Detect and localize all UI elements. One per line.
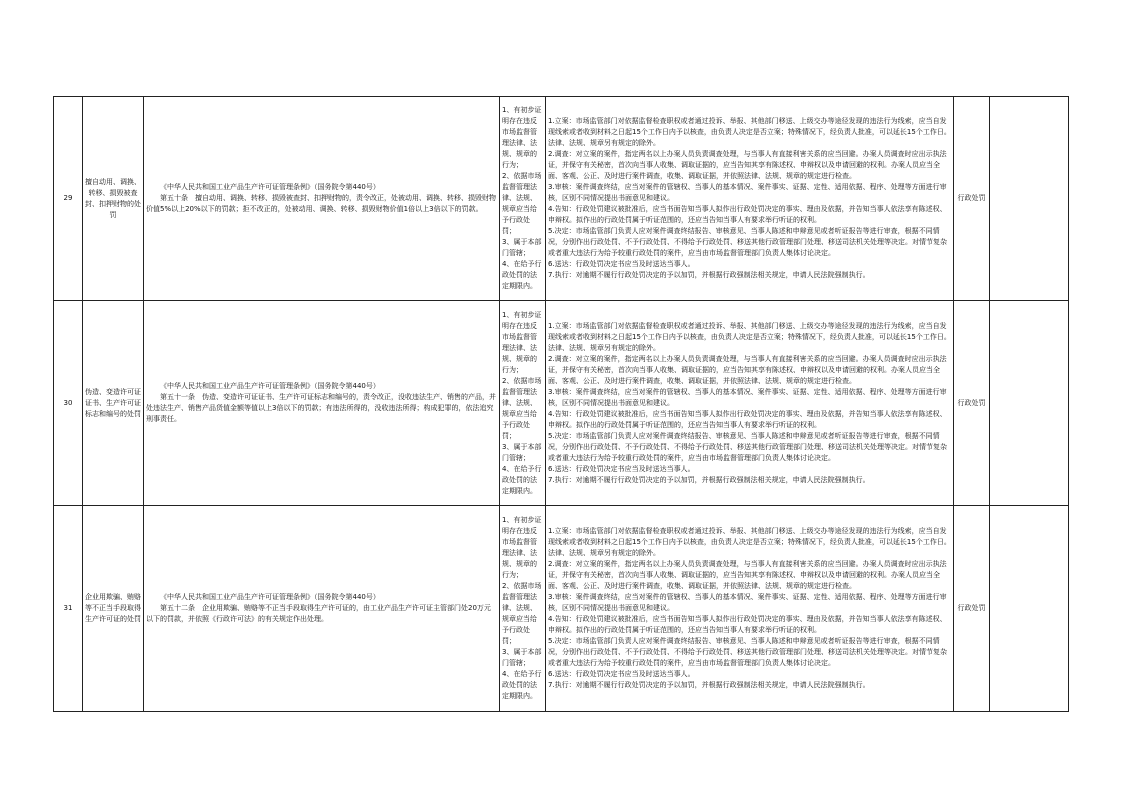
item-name: 擅自动用、调换、转移、损毁被查封、扣押财物的处罚	[83, 97, 144, 301]
responsibility-item: 4、在给予行政处罚的法定期限内。	[502, 464, 542, 495]
responsibility-item: 2、依据市场监督管理法律、法规、规章应当给予行政处罚；	[502, 582, 542, 645]
basis-body: 第五十条 擅自动用、调换、转移、损毁被查封、扣押财物的，责令改正，处被动用、调换、转移、损毁财物价值5%以上20%以下的罚款；拒不改正的，处被动用、调换、转移、损毁财物价值1倍以上3倍以下的罚款。	[146, 194, 496, 213]
procedure-step: 7.执行：对逾期不履行行政处罚决定的予以加罚，并根据行政强制法相关规定，申请人民法院强制执行。	[548, 271, 870, 279]
procedure-step: 4.告知：行政处罚建议被批准后，应当书面告知当事人拟作出行政处罚决定的事实、理由及依据，并告知当事人依法享有陈述权、申辩权。拟作出的行政处罚属于听证范围的，还应当告知当事人有要求举行听证的权利。	[548, 409, 947, 429]
procedure-step: 7.执行：对逾期不履行行政处罚决定的予以加罚，并根据行政强制法相关规定，申请人民法院强制执行。	[548, 681, 870, 689]
responsibility-item: 2、依据市场监督管理法律、法规、规章应当给予行政处罚；	[502, 376, 542, 440]
responsibility-cell	[500, 97, 546, 301]
procedure-step: 1.立案：市场监管部门对依据监督检查职权或者通过投诉、举报、其他部门移送、上级交办等途径发现的违法行为线索，应当自发现线索或者收到材料之日起15个工作日内予以核查，由负责人决定是否立案；特殊情况下，经负责人批准，可以延长15个工作日。法律、法规、规章另有规定的除外。	[548, 117, 951, 147]
responsibility-cell	[500, 506, 546, 712]
responsibility-cell	[500, 301, 546, 506]
responsibility-item: 3、属于本部门管辖；	[502, 648, 542, 667]
procedure-step: 5.决定：市场监管部门负责人应对案件调查终结报告、审核意见、当事人陈述和申辩意见或者听证报告等进行审查，根据不同情况，分别作出行政处罚、不予行政处罚、不得给予行政处罚、移送其他行政管理部门处理、移送司法机关处理等决定。对情节复杂或者重大违法行为给予较重行政处罚的案件，应当由市场监督管理部门负责人集体讨论决定。	[548, 637, 947, 667]
power-list-table	[53, 96, 1069, 712]
procedure-step: 3.审核：案件调查终结，应当对案件的管辖权、当事人的基本情况、案件事实、证据、定性、适用依据、程序、处理等方面进行审核，区别不同情况提出书面意见和建议。	[548, 183, 947, 202]
responsibility-item: 4、在给予行政处罚的法定期限内。	[502, 670, 542, 700]
row-number: 30	[54, 301, 83, 506]
procedure-step: 6.送达：行政处罚决定书应当及时送达当事人。	[548, 464, 695, 473]
table-row	[54, 97, 1069, 301]
legal-basis	[144, 97, 500, 301]
procedure-step: 4.告知：行政处罚建议被批准后，应当书面告知当事人拟作出行政处罚决定的事实、理由及依据，并告知当事人依法享有陈述权、申辩权。拟作出的行政处罚属于听证范围的，还应当告知当事人有要求举行听证的权利。	[548, 205, 947, 224]
procedure-step: 7.执行：对逾期不履行行政处罚决定的予以加罚，并根据行政强制法相关规定，申请人民法院强制执行。	[548, 475, 870, 484]
item-name: 企业用欺骗、贿赂等不正当手段取得生产许可证的处罚	[83, 506, 144, 712]
procedure-step: 3.审核：案件调查终结，应当对案件的管辖权、当事人的基本情况、案件事实、证据、定性、适用依据、程序、处理等方面进行审核，区别不同情况提出书面意见和建议。	[548, 387, 947, 407]
legal-basis	[144, 506, 500, 712]
basis-title: 《中华人民共和国工业产品生产许可证管理条例》（国务院令第440号）	[160, 382, 380, 390]
table-row	[54, 301, 1069, 506]
responsibility-item: 1、有初步证明存在违反市场监督管理法律、法规、规章的行为；	[502, 516, 542, 579]
item-type: 行政处罚	[954, 506, 990, 712]
blank-cell	[990, 506, 1069, 712]
procedure-step: 5.决定：市场监管部门负责人应对案件调查终结报告、审核意见、当事人陈述和申辩意见或者听证报告等进行审查，根据不同情况，分别作出行政处罚、不予行政处罚、不得给予行政处罚、移送其他行政管理部门处理、移送司法机关处理等决定。对情节复杂或者重大违法行为给予较重行政处罚的案件，应当由市场监督管理部门负责人集体讨论决定。	[548, 431, 947, 462]
responsibility-item: 3、属于本部门管辖；	[502, 442, 542, 462]
procedure-cell	[546, 301, 954, 506]
table-row	[54, 506, 1069, 712]
basis-title: 《中华人民共和国工业产品生产许可证管理条例》（国务院令第440号）	[160, 183, 380, 191]
procedure-cell	[546, 506, 954, 712]
responsibility-item: 2、依据市场监督管理法律、法规、规章应当给予行政处罚；	[502, 172, 542, 235]
row-number: 29	[54, 97, 83, 301]
procedure-step: 2.调查：对立案的案件，指定两名以上办案人员负责调查处理，与当事人有直接利害关系的应当回避。办案人员调查时应出示执法证，并保守有关秘密，首次向当事人收集、调取证据的，应当告知其享有陈述权、申辩权以及申请回避的权利。办案人员应当全面、客观、公正、及时进行案件调查，收集、调取证据，并依照法律、法规、规章的规定进行检查。	[548, 150, 947, 180]
item-type: 行政处罚	[954, 301, 990, 506]
responsibility-item: 1、有初步证明存在违反市场监督管理法律、法规、规章的行为；	[502, 310, 542, 374]
blank-cell	[990, 97, 1069, 301]
responsibility-item: 1、有初步证明存在违反市场监督管理法律、法规、规章的行为；	[502, 106, 542, 169]
basis-body: 第五十二条 企业用欺骗、贿赂等不正当手段取得生产许可证的，由工业产品生产许可证主管部门处20万元以下的罚款，并依照《行政许可法》的有关规定作出处理。	[146, 604, 491, 623]
procedure-step: 6.送达：行政处罚决定书应当及时送达当事人。	[548, 670, 695, 678]
legal-basis	[144, 301, 500, 506]
item-type: 行政处罚	[954, 97, 990, 301]
procedure-step: 6.送达：行政处罚决定书应当及时送达当事人。	[548, 260, 695, 268]
procedure-step: 4.告知：行政处罚建议被批准后，应当书面告知当事人拟作出行政处罚决定的事实、理由及依据，并告知当事人依法享有陈述权、申辩权。拟作出的行政处罚属于听证范围的，还应当告知当事人有要求举行听证的权利。	[548, 615, 947, 634]
procedure-step: 2.调查：对立案的案件，指定两名以上办案人员负责调查处理，与当事人有直接利害关系的应当回避。办案人员调查时应出示执法证，并保守有关秘密，首次向当事人收集、调取证据的，应当告知其享有陈述权、申辩权以及申请回避的权利。办案人员应当全面、客观、公正、及时进行案件调查，收集、调取证据，并依照法律、法规、规章的规定进行检查。	[548, 354, 947, 385]
blank-cell	[990, 301, 1069, 506]
responsibility-item: 3、属于本部门管辖；	[502, 238, 542, 257]
procedure-step: 5.决定：市场监管部门负责人应对案件调查终结报告、审核意见、当事人陈述和申辩意见或者听证报告等进行审查，根据不同情况，分别作出行政处罚、不予行政处罚、不得给予行政处罚、移送其他行政管理部门处理、移送司法机关处理等决定。对情节复杂或者重大违法行为给予较重行政处罚的案件，应当由市场监督管理部门负责人集体讨论决定。	[548, 227, 947, 257]
basis-body: 第五十一条 伪造、变造许可证证书、生产许可证标志和编号的，责令改正，没收违法生产、销售的产品，并处违法生产、销售产品货值金额等值以上3倍以下的罚款；有违法所得的，没收违法所得；构成犯罪的，依法追究刑事责任。	[146, 393, 496, 423]
basis-title: 《中华人民共和国工业产品生产许可证管理条例》（国务院令第440号）	[160, 593, 380, 601]
responsibility-item: 4、在给予行政处罚的法定期限内。	[502, 260, 542, 290]
row-number: 31	[54, 506, 83, 712]
item-name: 伪造、变造许可证证书、生产许可证标志和编号的处罚	[83, 301, 144, 506]
procedure-step: 2.调查：对立案的案件，指定两名以上办案人员负责调查处理，与当事人有直接利害关系的应当回避。办案人员调查时应出示执法证，并保守有关秘密，首次向当事人收集、调取证据的，应当告知其享有陈述权、申辩权以及申请回避的权利。办案人员应当全面、客观、公正、及时进行案件调查，收集、调取证据，并依照法律、法规、规章的规定进行检查。	[548, 560, 947, 590]
procedure-step: 1.立案：市场监管部门对依据监督检查职权或者通过投诉、举报、其他部门移送、上级交办等途径发现的违法行为线索，应当自发现线索或者收到材料之日起15个工作日内予以核查，由负责人决定是否立案；特殊情况下，经负责人批准，可以延长15个工作日。法律、法规、规章另有规定的除外。	[548, 527, 951, 557]
procedure-step: 3.审核：案件调查终结，应当对案件的管辖权、当事人的基本情况、案件事实、证据、定性、适用依据、程序、处理等方面进行审核，区别不同情况提出书面意见和建议。	[548, 593, 947, 612]
procedure-cell	[546, 97, 954, 301]
procedure-step: 1.立案：市场监管部门对依据监督检查职权或者通过投诉、举报、其他部门移送、上级交办等途径发现的违法行为线索，应当自发现线索或者收到材料之日起15个工作日内予以核查，由负责人决定是否立案；特殊情况下，经负责人批准，可以延长15个工作日。法律、法规、规章另有规定的除外。	[548, 321, 951, 352]
